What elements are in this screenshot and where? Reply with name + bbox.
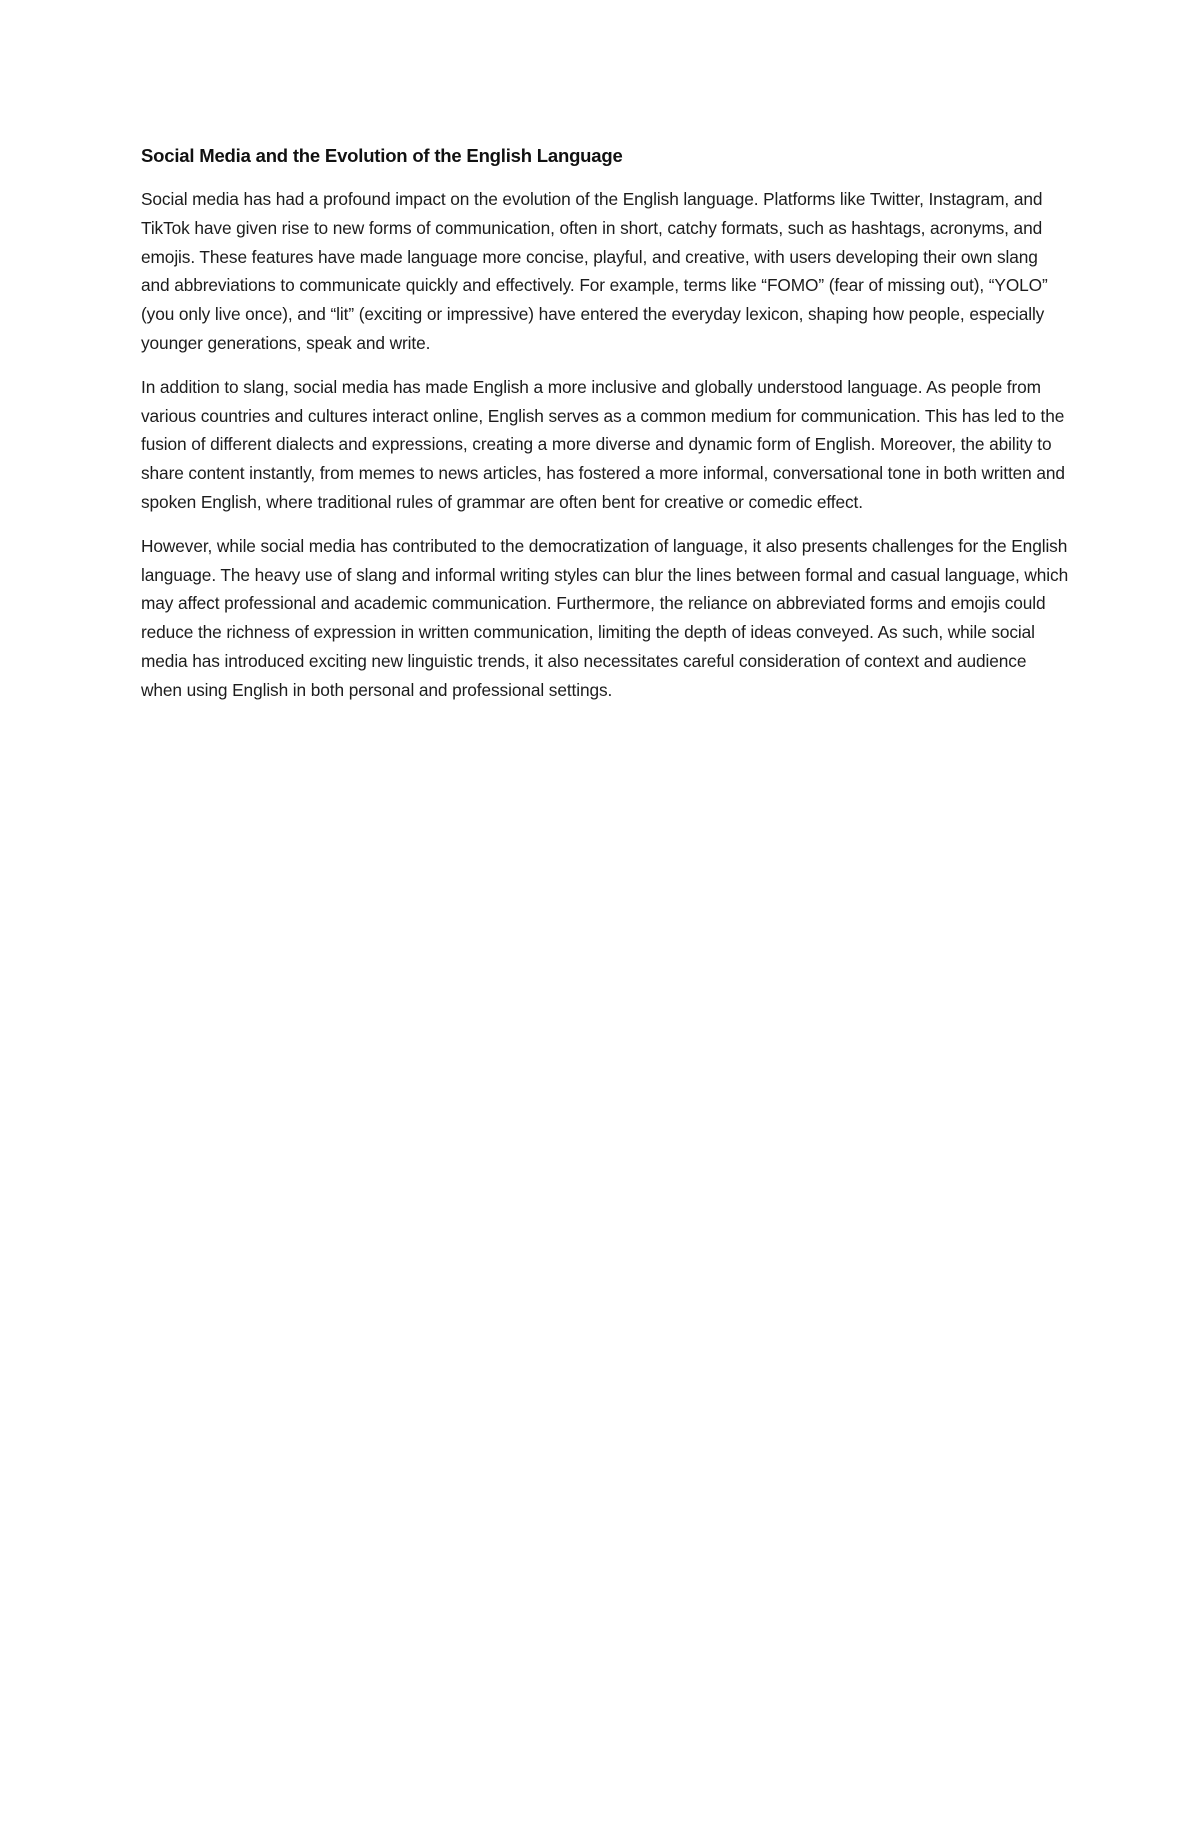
- paragraph-3: However, while social media has contributed to the democratization of language, it also presents challenges for the English language. The heavy use of slang and informal writing styles can blur the lines between formal and casual language, which may affect professional and academic communication. Furthermore, the reliance on abbreviated forms and emojis could reduce the richness of expression in written communication, limiting the depth of ideas conveyed. As such, while social media has introduced exciting new linguistic trends, it also necessitates careful consideration of context and audience when using English in both personal and professional settings.: [141, 535, 1069, 700]
- paragraph-2: In addition to slang, social media has made English a more inclusive and globally understood language. As people from various countries and cultures interact online, English serves as a common medium for communication. This has led to the fusion of different dialects and expressions, creating a more diverse and dynamic form of English. Moreover, the ability to share content instantly, from memes to news articles, has fostered a more informal, conversational tone in both written and spoken English, where traditional rules of grammar are often bent for creative or comedic effect.: [141, 376, 1065, 512]
- document-title: Social Media and the Evolution of the English Language: [141, 145, 623, 166]
- paragraph-1: Social media has had a profound impact on the evolution of the English language. Platforms like Twitter, Instagram, and TikTok have given rise to new forms of communication, often in short, catchy formats, such as hashtags, acronyms, and emojis. These features have made language more concise, playful, and creative, with users developing their own slang and abbreviations to communicate quickly and effectively. For example, terms like “FOMO” (fear of missing out), “YOLO” (you only live once), and “lit” (exciting or impressive) have entered the everyday lexicon, shaping how people, especially younger generations, speak and write.: [141, 189, 1048, 353]
- document-body: [141, 143, 1071, 720]
